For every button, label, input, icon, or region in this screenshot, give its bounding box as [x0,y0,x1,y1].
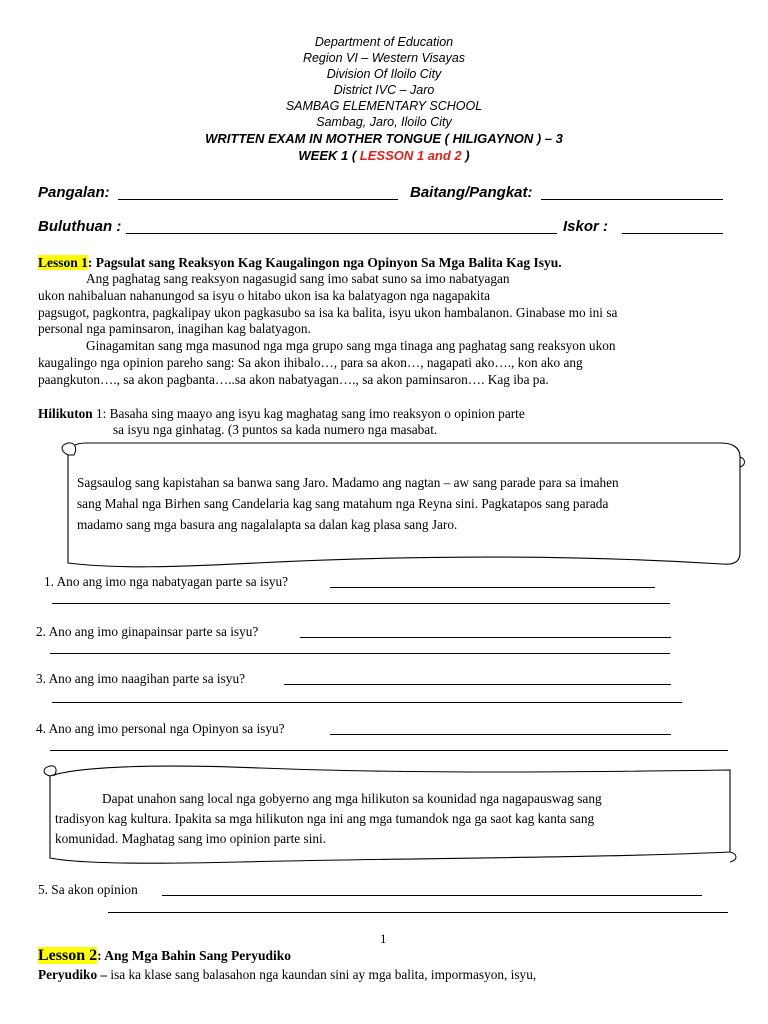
activity-text-line2: sa isyu nga ginhatag. (3 puntos sa kada numero nga masabat. [113,422,438,437]
header-division: Division Of Iloilo City [326,67,442,81]
answer-4-line-a[interactable] [330,734,671,735]
lesson2-definition [38,967,536,984]
answer-2-line-a[interactable] [300,637,671,638]
week-lesson: LESSON 1 and 2 [359,148,462,163]
name-label: Pangalan: [38,184,110,201]
grade-label: Baitang/Pangkat: [410,184,533,201]
question-2: 2. Ano ang imo ginapainsar parte sa isyu? [36,624,259,639]
scroll2-line2: tradisyon kag kultura. Ipakita sa mga hilikuton nga ini ang mga tumandok nga ga saot kag kanta sang [55,811,595,826]
score-label: Iskor : [563,218,609,235]
month-label: Buluthuan : [38,218,122,235]
answer-1-line-b[interactable] [52,603,670,604]
activity-text: 1: Basaha sing maayo ang isyu kag maghatag sang imo reaksyon o opinion parte [92,406,525,421]
answer-2-line-b[interactable] [50,653,670,654]
week-prefix: WEEK 1 ( [298,148,360,163]
question-1: 1. Ano ang imo nga nabatyagan parte sa isyu? [44,574,289,589]
lesson1-tag: Lesson 1 [38,255,88,270]
week-suffix: ) [461,148,470,163]
name-field[interactable] [118,199,398,200]
lesson2-def: isa ka klase sang balasahon nga kaundan sini ay mga balita, impormasyon, isyu, [107,967,537,982]
scroll1-line1: Sagsaulog sang kapistahan sa banwa sang Jaro. Madamo ang nagtan – aw sang parade para sa imahen [77,475,619,490]
answer-3-line-b[interactable] [52,702,682,703]
exam-title: WRITTEN EXAM IN MOTHER TONGUE ( HILIGAYNON ) – 3 [205,131,563,146]
header-district: District IVC – Jaro [333,83,435,97]
lesson1-p1-line1: Ang paghatag sang reaksyon nagasugid sang imo sabat suno sa imo nabatyagan [86,271,510,286]
answer-5-line-a[interactable] [162,895,702,896]
scroll2-line3: komunidad. Maghatag sang imo opinion parte sini. [55,831,327,846]
header-address: Sambag, Jaro, Iloilo City [316,115,452,129]
lesson2-tag: Lesson 2 [38,947,98,964]
lesson1-p1-line3: pagsugot, pagkontra, pagkalipay ukon pagkasubo sa isa ka balita, isyu ukon hambalanon. Ginabase mo ini sa [38,305,618,320]
header-school: SAMBAG ELEMENTARY SCHOOL [285,99,483,113]
week-line [0,148,768,164]
answer-1-line-a[interactable] [330,587,655,588]
lesson1-title: : Pagsulat sang Reaksyon Kag Kaugalingon nga Opinyon Sa Mga Balita Kag Isyu. [87,255,562,270]
month-field[interactable] [126,233,557,234]
lesson1-p2-line2: kaugalingo nga opinion pareho sang: Sa akon ihibalo…, para sa akon…, nagapati ako…., kon ako ang [38,355,583,370]
lesson2-term: Peryudiko – [38,967,108,982]
answer-4-line-b[interactable] [50,750,728,751]
grade-field[interactable] [541,199,723,200]
activity-label: Hilikuton [38,406,93,421]
lesson1-p2-line1: Ginagamitan sang mga masunod nga mga grupo sang mga tinaga ang paghatag sang reaksyon ukon [86,338,616,353]
lesson2-title: : Ang Mga Bahin Sang Peryudiko [97,948,292,963]
header-department: Department of Education [314,35,454,49]
scroll1-line2: sang Mahal nga Birhen sang Candelaria kag sang matahum nga Reyna sini. Pagkatapos sang parada [77,496,609,511]
answer-3-line-a[interactable] [284,684,671,685]
scroll1-text [77,472,619,535]
scroll2-line1: Dapat unahon sang local nga gobyerno ang mga hilikuton sa kounidad nga nagapauswag sang [102,791,602,806]
score-field[interactable] [622,233,723,234]
answer-5-line-b[interactable] [108,912,728,913]
lesson1-p2-line3: paangkuton…., sa akon pagbanta…..sa akon nabatyagan…., sa akon paminsaron…. Kag iba pa. [38,372,549,387]
lesson1-p1-line4: personal nga paminsaron, inagihan kag balatyagon. [38,321,311,336]
lesson2-heading [38,947,291,965]
scroll1-line3: madamo sang mga basura ang nagalalapta sa dalan kag plasa sang Jaro. [77,517,458,532]
lesson1-p1-line2: ukon nahibaluan nahanungod sa isyu o hitabo ukon isa ka balatyagon nga nagapakita [38,288,490,303]
activity-instruction [38,406,525,423]
question-3: 3. Ano ang imo naagihan parte sa isyu? [36,671,246,686]
header-region: Region VI – Western Visayas [302,51,466,65]
page-number: 1 [380,931,387,946]
lesson1-heading [38,255,562,271]
question-5: 5. Sa akon opinion [38,882,138,897]
question-4: 4. Ano ang imo personal nga Opinyon sa isyu? [36,721,285,736]
